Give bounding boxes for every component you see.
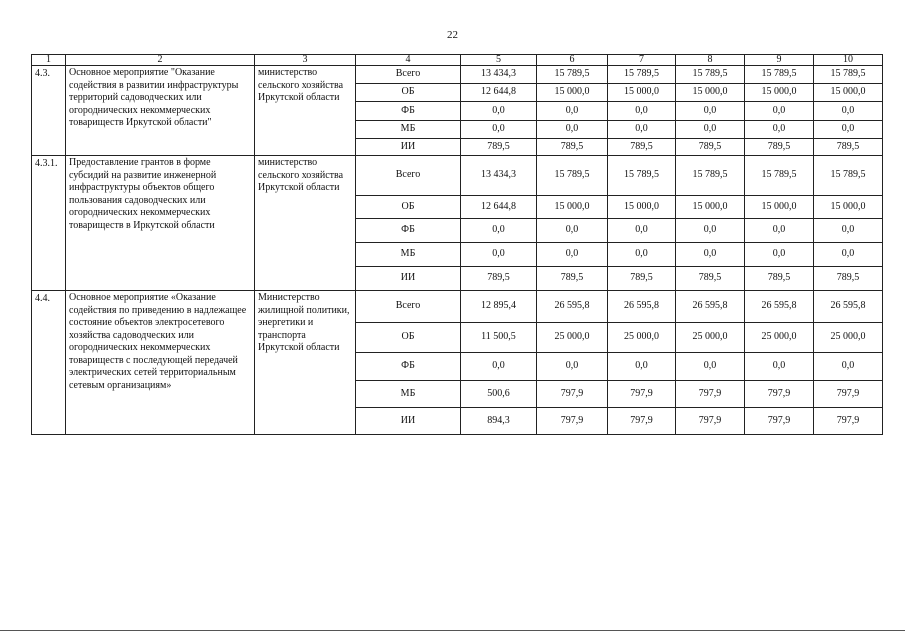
funding-value: 0,0: [537, 102, 608, 121]
funding-value: 0,0: [537, 353, 608, 381]
activity-description: Предоставление грантов в форме субсидий на развитие инженерной инфраструктуры объектов общего пользования садоводческих или огороднических некоммерческих товариществ в Иркутской области: [66, 156, 255, 291]
funding-value: 797,9: [814, 381, 883, 408]
activity-description: Основное мероприятие «Оказание содействия по приведению в надлежащее состояние объектов электросетевого хозяйства садоводческих или огороднических некоммерческих товариществ с последующей передачей электрических сетей территориальным сетевым организациям»: [66, 291, 255, 435]
column-header-9: 9: [745, 55, 814, 66]
funding-value: 0,0: [537, 243, 608, 267]
funding-value: 25 000,0: [814, 323, 883, 353]
funding-value: 0,0: [676, 102, 745, 121]
activity-description: Основное мероприятие "Оказание содействия в развитии инфраструктуры территорий садоводческих или огороднических некоммерческих товариществ Иркутской области": [66, 66, 255, 156]
funding-value: 15 789,5: [537, 156, 608, 196]
funding-source: Всего: [356, 66, 461, 84]
funding-value: 797,9: [537, 408, 608, 435]
funding-value: 0,0: [745, 219, 814, 243]
funding-value: 25 000,0: [608, 323, 676, 353]
funding-value: 0,0: [676, 121, 745, 139]
funding-value: 0,0: [461, 121, 537, 139]
funding-value: 797,9: [537, 381, 608, 408]
funding-value: 15 000,0: [608, 84, 676, 102]
funding-value: 0,0: [608, 219, 676, 243]
funding-value: 12 644,8: [461, 84, 537, 102]
column-header-6: 6: [537, 55, 608, 66]
funding-value: 12 644,8: [461, 196, 537, 219]
funding-value: 797,9: [745, 408, 814, 435]
funding-value: 797,9: [745, 381, 814, 408]
funding-value: 0,0: [608, 121, 676, 139]
funding-value: 26 595,8: [537, 291, 608, 323]
funding-value: 0,0: [537, 219, 608, 243]
funding-value: 0,0: [814, 243, 883, 267]
column-header-5: 5: [461, 55, 537, 66]
funding-value: 15 000,0: [745, 84, 814, 102]
funding-value: 12 895,4: [461, 291, 537, 323]
funding-value: 0,0: [745, 102, 814, 121]
funding-value: 15 000,0: [608, 196, 676, 219]
table-row: [32, 156, 883, 196]
funding-source: МБ: [356, 243, 461, 267]
funding-value: 15 000,0: [814, 196, 883, 219]
funding-source: ИИ: [356, 267, 461, 291]
funding-source: ИИ: [356, 139, 461, 156]
funding-source: ОБ: [356, 196, 461, 219]
funding-value: 500,6: [461, 381, 537, 408]
funding-value: 789,5: [537, 267, 608, 291]
funding-value: 789,5: [608, 267, 676, 291]
funding-value: 25 000,0: [537, 323, 608, 353]
funding-value: 26 595,8: [676, 291, 745, 323]
funding-value: 15 000,0: [814, 84, 883, 102]
column-header-7: 7: [608, 55, 676, 66]
funding-value: 0,0: [461, 102, 537, 121]
funding-value: 0,0: [461, 243, 537, 267]
funding-value: 797,9: [608, 381, 676, 408]
funding-value: 15 000,0: [537, 196, 608, 219]
funding-value: 15 000,0: [537, 84, 608, 102]
funding-value: 15 789,5: [608, 66, 676, 84]
responsible-executor: министерство сельского хозяйства Иркутской области: [255, 66, 356, 156]
table-row: [32, 66, 883, 84]
funding-value: 15 789,5: [676, 66, 745, 84]
funding-value: 0,0: [745, 353, 814, 381]
page-number: 22: [447, 29, 458, 41]
funding-value: 25 000,0: [676, 323, 745, 353]
funding-value: 15 789,5: [745, 156, 814, 196]
funding-value: 0,0: [608, 102, 676, 121]
page-bottom-edge: [0, 630, 905, 631]
funding-value: 0,0: [608, 353, 676, 381]
funding-value: 789,5: [676, 139, 745, 156]
funding-value: 797,9: [676, 381, 745, 408]
budget-table: [31, 54, 883, 435]
funding-value: 789,5: [676, 267, 745, 291]
funding-value: 15 789,5: [676, 156, 745, 196]
funding-source: ФБ: [356, 219, 461, 243]
column-header-2: 2: [66, 55, 255, 66]
funding-value: 0,0: [537, 121, 608, 139]
column-header-3: 3: [255, 55, 356, 66]
funding-value: 0,0: [461, 219, 537, 243]
funding-value: 789,5: [814, 267, 883, 291]
funding-value: 15 000,0: [745, 196, 814, 219]
item-number: 4.4.: [32, 291, 66, 435]
funding-source: МБ: [356, 381, 461, 408]
funding-value: 0,0: [814, 121, 883, 139]
funding-value: 13 434,3: [461, 66, 537, 84]
funding-value: 15 789,5: [745, 66, 814, 84]
funding-value: 0,0: [814, 102, 883, 121]
funding-value: 15 789,5: [608, 156, 676, 196]
funding-source: ИИ: [356, 408, 461, 435]
responsible-executor: Министерство жилищной политики, энергетики и транспорта Иркутской области: [255, 291, 356, 435]
funding-value: 0,0: [676, 243, 745, 267]
funding-value: 0,0: [814, 219, 883, 243]
funding-value: 26 595,8: [814, 291, 883, 323]
column-header-1: 1: [32, 55, 66, 66]
funding-source: ОБ: [356, 323, 461, 353]
funding-value: 797,9: [814, 408, 883, 435]
funding-value: 789,5: [608, 139, 676, 156]
funding-value: 789,5: [461, 139, 537, 156]
funding-value: 15 000,0: [676, 84, 745, 102]
funding-value: 0,0: [676, 219, 745, 243]
funding-value: 894,3: [461, 408, 537, 435]
funding-value: 797,9: [608, 408, 676, 435]
column-header-10: 10: [814, 55, 883, 66]
funding-source: ОБ: [356, 84, 461, 102]
funding-value: 789,5: [537, 139, 608, 156]
table-row: [32, 291, 883, 323]
funding-value: 0,0: [745, 243, 814, 267]
funding-value: 15 789,5: [814, 66, 883, 84]
funding-value: 789,5: [461, 267, 537, 291]
funding-value: 0,0: [745, 121, 814, 139]
funding-value: 15 789,5: [537, 66, 608, 84]
funding-value: 789,5: [814, 139, 883, 156]
funding-value: 15 000,0: [676, 196, 745, 219]
funding-source: ФБ: [356, 353, 461, 381]
funding-source: МБ: [356, 121, 461, 139]
funding-value: 0,0: [461, 353, 537, 381]
responsible-executor: министерство сельского хозяйства Иркутской области: [255, 156, 356, 291]
column-header-4: 4: [356, 55, 461, 66]
funding-value: 15 789,5: [814, 156, 883, 196]
funding-value: 0,0: [676, 353, 745, 381]
funding-value: 789,5: [745, 139, 814, 156]
funding-value: 0,0: [814, 353, 883, 381]
item-number: 4.3.: [32, 66, 66, 156]
funding-value: 13 434,3: [461, 156, 537, 196]
funding-source: Всего: [356, 156, 461, 196]
funding-value: 797,9: [676, 408, 745, 435]
funding-source: Всего: [356, 291, 461, 323]
funding-value: 26 595,8: [745, 291, 814, 323]
column-header-row: [32, 55, 883, 66]
funding-source: ФБ: [356, 102, 461, 121]
funding-value: 11 500,5: [461, 323, 537, 353]
funding-value: 25 000,0: [745, 323, 814, 353]
funding-value: 789,5: [745, 267, 814, 291]
item-number: 4.3.1.: [32, 156, 66, 291]
column-header-8: 8: [676, 55, 745, 66]
funding-value: 26 595,8: [608, 291, 676, 323]
funding-value: 0,0: [608, 243, 676, 267]
